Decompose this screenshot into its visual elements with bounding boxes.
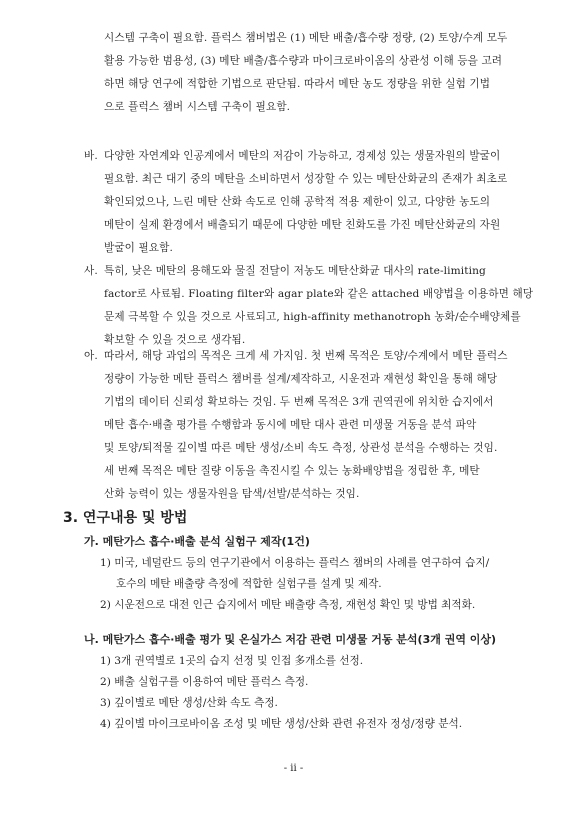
text-line: factor로 사료됨. Floating filter와 agar plate와 같은 attached 배양법을 이용하면 해당 — [104, 288, 534, 300]
text-line: 시스템 구축이 필요함. 플럭스 챔버법은 (1) 메탄 배출/흡수량 정량, (2) 토양/수계 모두 — [104, 32, 508, 44]
subsection-heading-b: 나. 메탄가스 흡수·배출 평가 및 온실가스 저감 관련 미생물 거동 분석(3개 권역 이상) — [84, 633, 497, 646]
item-marker: 아. — [84, 350, 98, 362]
text-line: 산화 능력이 있는 생물자원을 탐색/선발/분석하는 것임. — [104, 488, 360, 500]
list-item: 1) 3개 권역별로 1곳의 습지 선정 및 인접 多개소를 선정. — [100, 655, 364, 667]
item-ba — [84, 145, 507, 260]
item-marker: 바. — [84, 150, 98, 162]
list-item-continuation: 호수의 메탄 배출량 측정에 적합한 실험구를 설계 및 제작. — [116, 578, 382, 590]
text-line: 발굴이 필요함. — [104, 242, 173, 254]
text-line: 세 번째 목적은 메탄 질량 이동을 촉진시킬 수 있는 농화배양법을 정립한 후, 메탄 — [104, 465, 480, 477]
list-item: 3) 깊이별로 메탄 생성/산화 속도 측정. — [100, 697, 278, 709]
text-line: 문제 극복할 수 있을 것으로 사료되고, high-affinity methanotroph 농화/순수배양체를 — [104, 311, 521, 323]
list-item: 1) 미국, 네덜란드 등의 연구기관에서 이용하는 플럭스 챔버의 사례를 연구하여 습지/ — [100, 557, 490, 569]
text-line: 으로 플럭스 챔버 시스템 구축이 필요함. — [104, 101, 291, 113]
text-line: 확보할 수 있을 것으로 생각됨. — [104, 334, 246, 346]
text-line: 따라서, 해당 과업의 목적은 크게 세 가지임. 첫 번째 목적은 토양/수계에서 메탄 플럭스 — [104, 350, 508, 362]
text-line: 하면 해당 연구에 적합한 기법으로 판단됨. 따라서 메탄 농도 정량을 위한 실험 기법 — [104, 78, 491, 90]
text-line: 정량이 가능한 메탄 플럭스 챔버를 설계/제작하고, 시운전과 재현성 확인을 통해 해당 — [104, 373, 498, 385]
list-item: 4) 깊이별 마이크로바이옴 조성 및 메탄 생성/산화 관련 유전자 정성/정량 분석. — [100, 718, 463, 730]
subsection-heading-a: 가. 메탄가스 흡수·배출 분석 실험구 제작(1건) — [84, 535, 310, 548]
list-item: 2) 시운전으로 대전 인근 습지에서 메탄 배출량 측정, 재현성 확인 및 방법 최적화. — [100, 599, 476, 611]
item-sa — [84, 260, 533, 352]
list-item: 2) 배출 실험구를 이용하여 메탄 플럭스 측정. — [100, 676, 309, 688]
text-line: 및 토양/퇴적물 깊이별 따른 메탄 생성/소비 속도 측정, 상관성 분석을 수행하는 것임. — [104, 442, 498, 454]
text-line: 기법의 데이터 신뢰성 확보하는 것임. 두 번째 목적은 3개 권역권에 위치한 습지에서 — [104, 396, 494, 408]
text-line: 활용 가능한 범용성, (3) 메탄 배출/흡수량과 마이크로바이옴의 상관성 이해 등을 고려 — [104, 55, 503, 67]
text-line: 특히, 낮은 메탄의 용해도와 물질 전달이 저농도 메탄산화균 대사의 rate-limiting — [104, 265, 486, 277]
intro-paragraph — [104, 27, 507, 119]
text-line: 확인되었으나, 느린 메탄 산화 속도로 인해 공학적 적용 제한이 있고, 다양한 농도의 — [104, 196, 491, 208]
text-line: 필요함. 최근 대기 중의 메탄을 소비하면서 성장할 수 있는 메탄산화균의 존재가 최초로 — [104, 173, 508, 185]
text-line: 다양한 자연계와 인공계에서 메탄의 저감이 가능하고, 경제성 있는 생물자원의 발굴이 — [104, 150, 501, 162]
item-a — [84, 345, 508, 506]
section-heading: 3. 연구내용 및 방법 — [63, 510, 188, 526]
text-line: 메탄이 실제 환경에서 배출되기 때문에 다양한 메탄 친화도를 가진 메탄산화균의 자원 — [104, 219, 501, 231]
page-number: - ii - — [283, 763, 304, 774]
text-line: 메탄 흡수·배출 평가를 수행함과 동시에 메탄 대사 관련 미생물 거동을 분석 파악 — [104, 419, 477, 431]
item-marker: 사. — [84, 265, 98, 277]
